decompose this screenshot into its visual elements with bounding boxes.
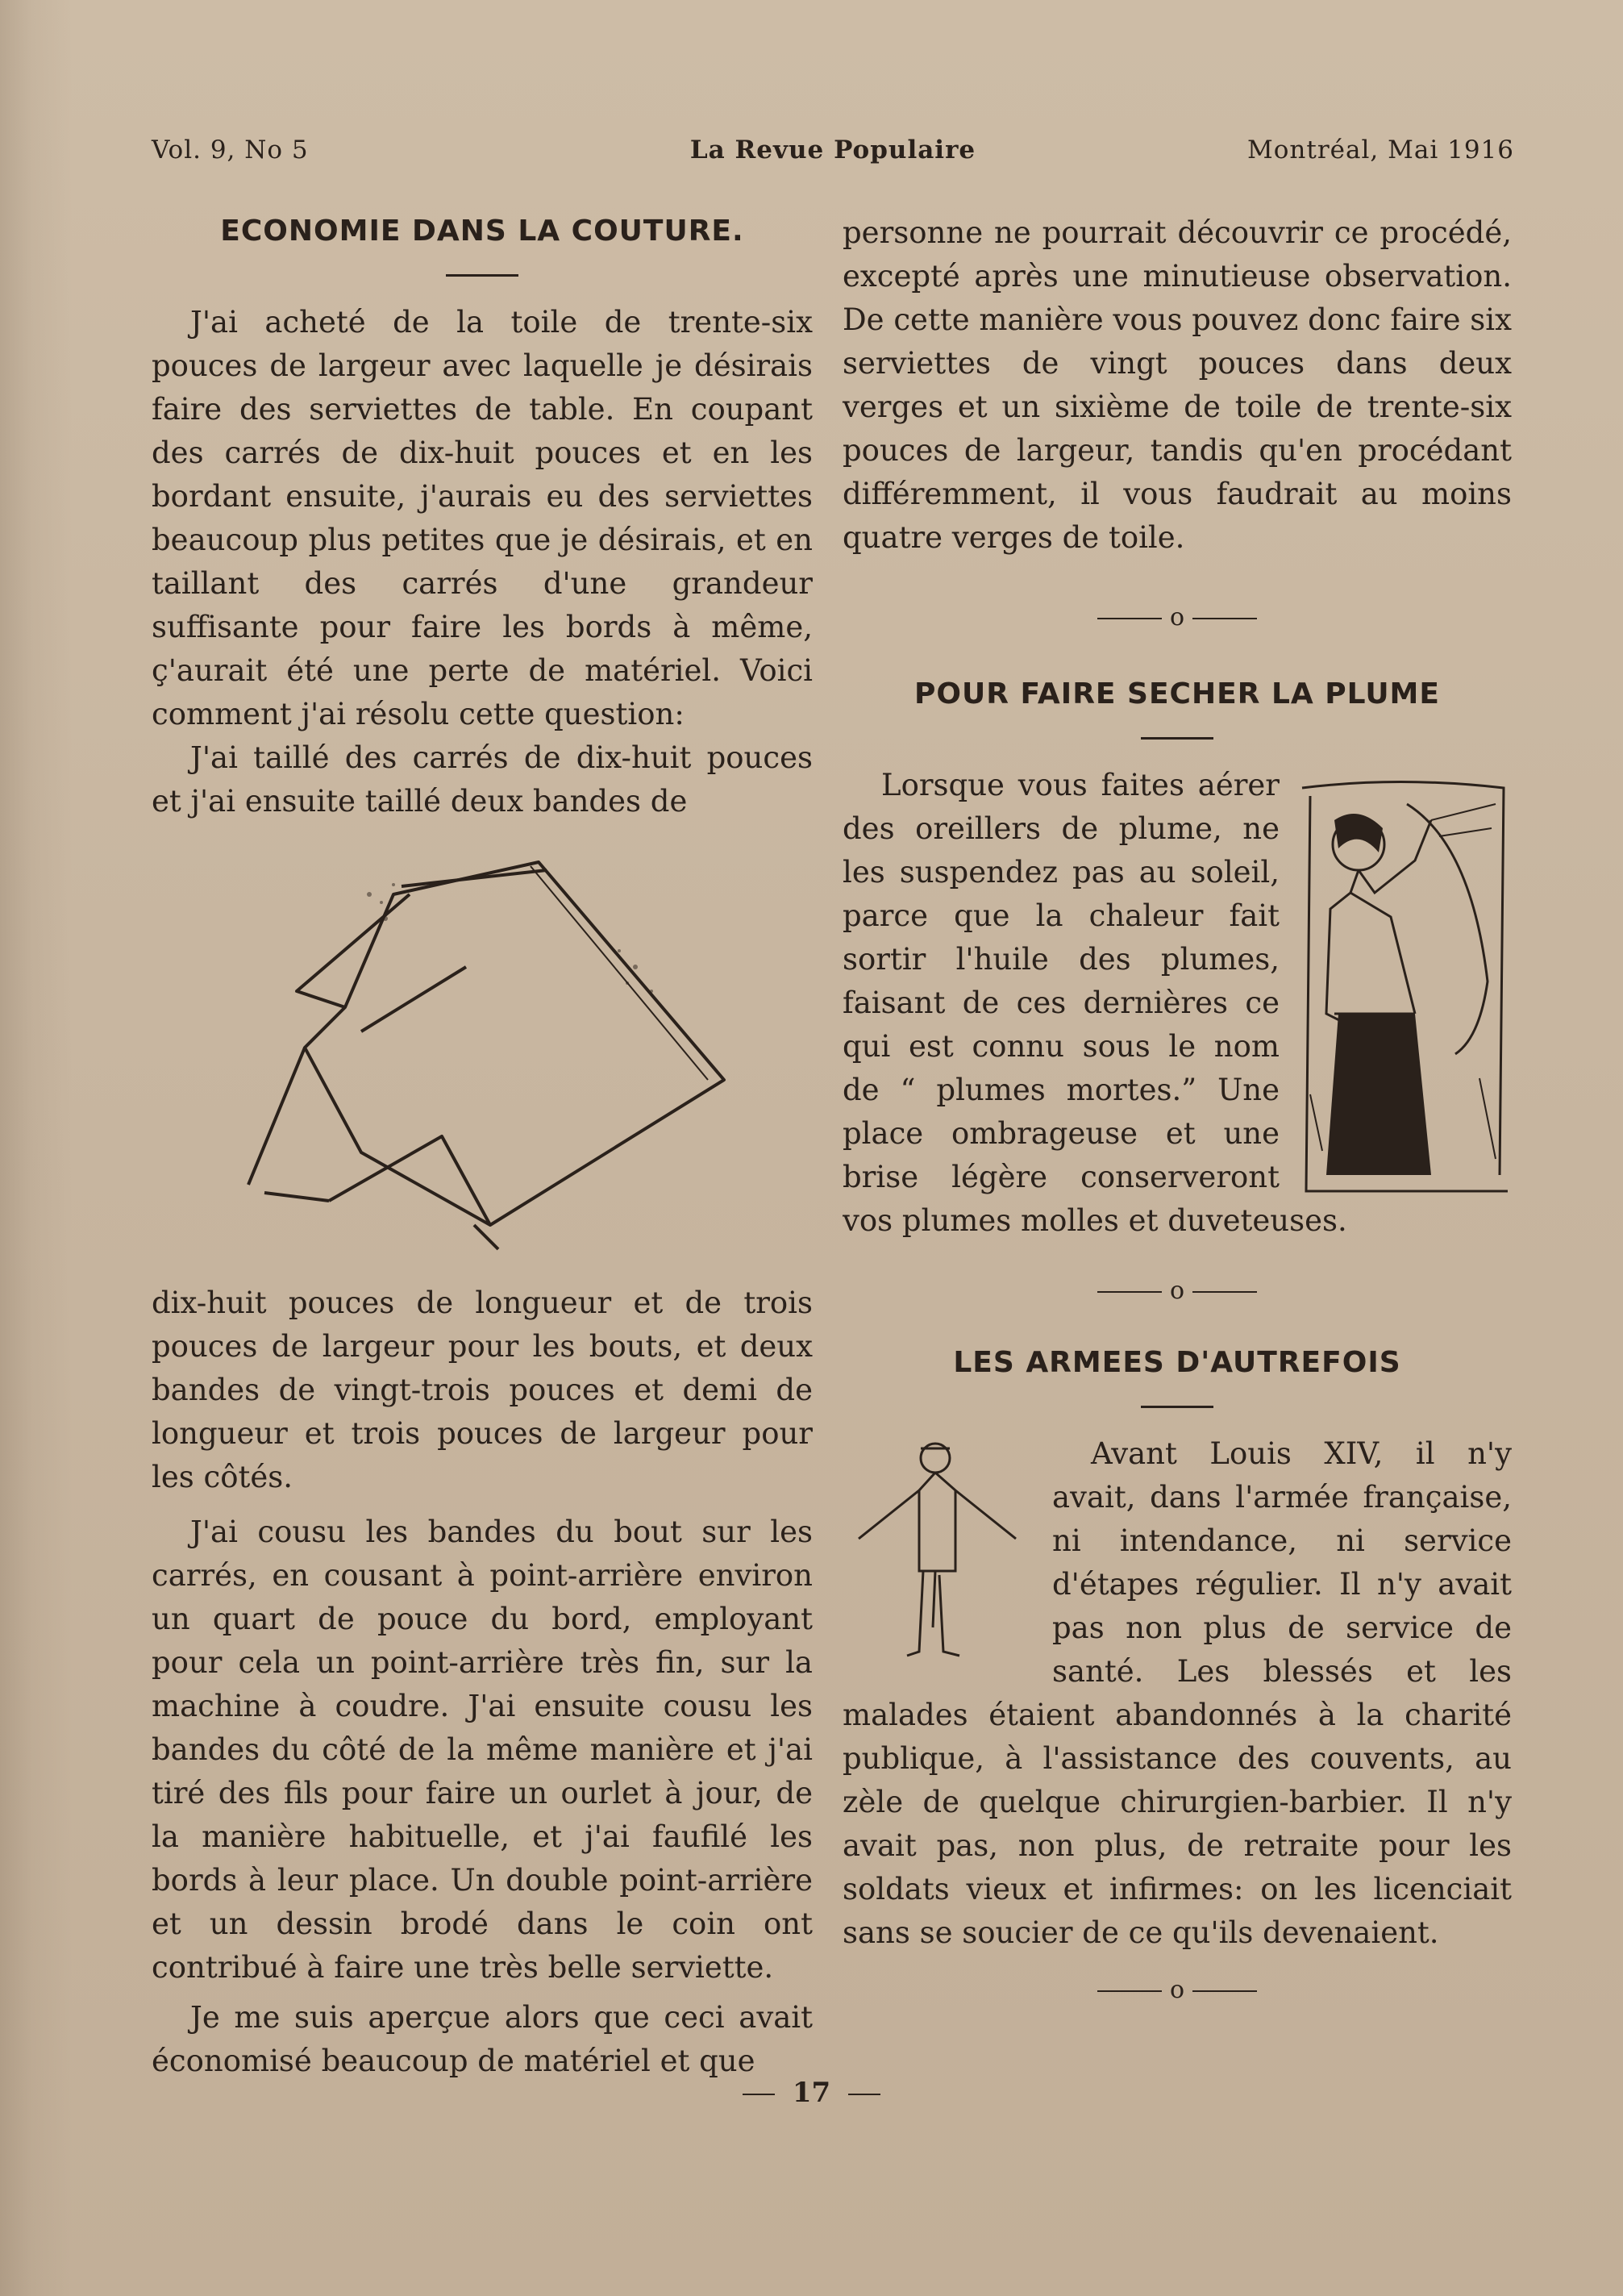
article-paragraph: J'ai acheté de la toile de trente-six pouces de largeur avec laquelle je désirais faire des serviettes de table. En coupant des carrés de dix-huit pouces et en les bordant ensuite, j'aurais eu des serviettes beaucoup plus petites que je désirais, et en taillant des carrés d'une grandeur suffisante pour faire les bords à même, ç'aurait été une perte de matériel. Voici comment j'ai résolu cette question: [152, 305, 813, 731]
section-separator: o [843, 602, 1512, 634]
volume-number: Vol. 9, No 5 [152, 135, 309, 165]
section-separator: o [843, 1974, 1512, 2006]
running-header [152, 135, 1514, 176]
article-paragraph: Avant Louis XIV, il n'y avait, dans l'armée française, ni intendance, ni service d'étapes régulier. Il n'y avait pas non plus de service de santé. Les blessés et les malades étaient abandonnés à la charité publique, à l'assistance des couvents, au zèle de quelque chirurgien-barbier. Il n'y avait pas, non plus, de retraite pour les soldats vieux et infirmes: on les licenciait sans se soucier de ce qu'ils devenaient. [843, 1436, 1512, 1950]
title-rule [446, 274, 518, 277]
article-paragraph: dix-huit pouces de longueur et de trois pouces de largeur pour les bouts, et deux bandes de vingt-trois pouces et demi de longueur et trois pouces de largeur pour les côtés. [152, 1286, 813, 1494]
napkin-illustration [200, 846, 780, 1265]
woman-hanging-pillow-illustration [1294, 772, 1512, 1199]
title-rule [1141, 1406, 1213, 1408]
left-column [152, 211, 813, 2083]
article-paragraph: J'ai taillé des carrés de dix-huit pouces et j'ai ensuite taillé deux bandes de [152, 740, 813, 819]
title-rule [1141, 737, 1213, 740]
article-title-armees: LES ARMEES D'AUTREFOIS [953, 1346, 1401, 1379]
right-column [843, 211, 1512, 2006]
article-armees-body [843, 1432, 1512, 1955]
article-title-economie: ECONOMIE DANS LA COUTURE. [220, 215, 744, 248]
magazine-title: La Revue Populaire [689, 135, 976, 165]
soldier-illustration [843, 1434, 1028, 1668]
article-paragraph-continued: personne ne pourrait découvrir ce procédé, excepté après une minutieuse observation. De cette manière vous pouvez donc faire six serviettes de vingt pouces dans deux verges et un sixième de toile de trente-six pouces de largeur, tandis qu'en procédant différemment, il vous faudrait au moins quatre verges de toile. [843, 215, 1512, 555]
article-paragraph: J'ai cousu les bandes du bout sur les carrés, en cousant à point-arrière environ un quart de pouce du bord, employant pour cela un point-arrière très fin, sur la machine à coudre. J'ai ensuite cousu les bandes du côté de la même manière et j'ai tiré des fils pour faire un ourlet à jour, de la manière habituelle, et j'ai faufilé les bords à leur place. Un double point-arrière et un dessin brodé dans le coin ont contribué à faire une très belle serviette. [152, 1515, 813, 1985]
article-title-plume: POUR FAIRE SECHER LA PLUME [914, 677, 1440, 710]
section-separator: o [843, 1275, 1512, 1307]
page-number: 17 [0, 2077, 1623, 2109]
article-paragraph: Je me suis aperçue alors que ceci avait économisé beaucoup de matériel et que [152, 2000, 813, 2078]
article-paragraph: Lorsque vous faites aérer des oreillers de plume, ne les suspendez pas au soleil, parce que la chaleur fait sortir l'huile des plumes, faisant de ces dernières ce qui est connu sous le nom de “ plumes mortes.” Une place ombrageuse et une brise légère conserveront vos plumes molles et duveteuses. [843, 768, 1347, 1238]
article-plume-body [843, 764, 1512, 1243]
place-date: Montréal, Mai 1916 [1247, 135, 1514, 165]
